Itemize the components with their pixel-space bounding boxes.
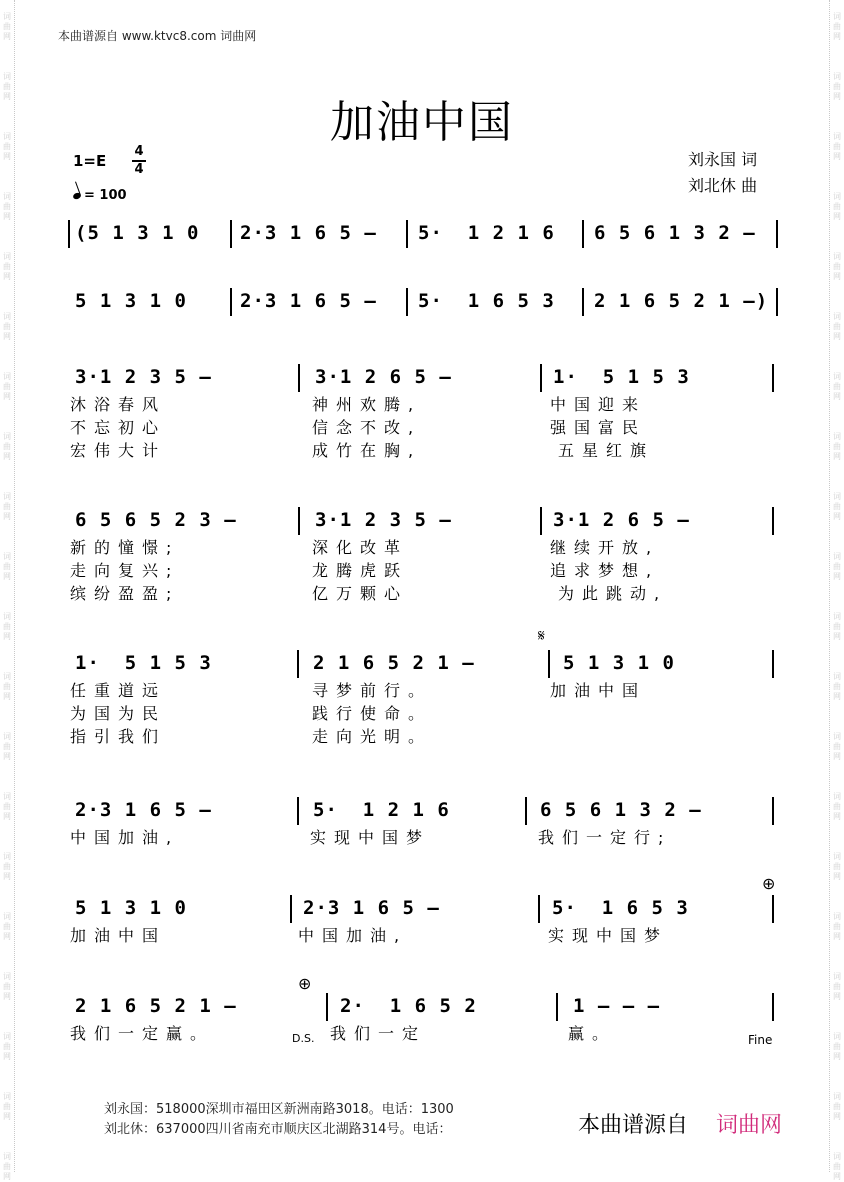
score-system	[0, 795, 844, 825]
meter-numerator: 4	[134, 144, 144, 159]
measure: 2 1 6 5 2 1 –	[313, 652, 475, 674]
watermark-text: 词曲网	[3, 432, 11, 461]
bar-line	[556, 993, 558, 1021]
quarter-note-icon	[72, 192, 82, 200]
lyric-line	[0, 678, 844, 702]
lyric-phrase: 我们一定赢。	[70, 1024, 215, 1043]
lyric-phrase: 五星红旗	[558, 441, 655, 460]
lyric-phrase: 信念不改,	[312, 418, 422, 437]
measure: 6 5 6 5 2 3 –	[75, 509, 237, 531]
lyric-line	[0, 535, 844, 559]
score-system	[0, 218, 844, 248]
bar-line	[297, 650, 299, 678]
measure: 2 1 6 5 2 1 –	[75, 995, 237, 1017]
lyric-line	[0, 825, 844, 849]
lyric-phrase: 中国加油,	[70, 828, 180, 847]
bar-line	[772, 650, 774, 678]
watermark-text: 词曲网	[833, 252, 841, 281]
lyric-phrase: 强国富民	[550, 418, 647, 437]
composer-credit: 刘北休 曲	[688, 176, 758, 195]
lyric-phrase: 寻梦前行。	[312, 681, 433, 700]
bar-line	[772, 895, 774, 923]
lyric-phrase: 追求梦想,	[550, 561, 660, 580]
segno-icon: 𝄋	[538, 626, 545, 645]
tempo-value: = 100	[84, 188, 127, 203]
lyric-phrase: 走向复兴;	[70, 561, 180, 580]
score-system	[0, 286, 844, 316]
watermark-text: 词曲网	[3, 132, 11, 161]
lyric-phrase: 走向光明。	[312, 727, 433, 746]
key-signature: 1=E	[73, 152, 107, 170]
score-system	[0, 362, 844, 392]
bar-line	[540, 364, 542, 392]
watermark-text: 词曲网	[833, 1032, 841, 1061]
watermark-text: 词曲网	[3, 252, 11, 281]
logo-text-site: 词曲网	[716, 1113, 783, 1138]
lyric-phrase: 沐浴春风	[70, 395, 167, 414]
bar-line	[772, 797, 774, 825]
bar-line	[540, 507, 542, 535]
lyric-phrase: 神州欢腾,	[312, 395, 422, 414]
bar-line	[772, 507, 774, 535]
measure: 1· 5 1 5 3	[75, 652, 212, 674]
lyric-line	[0, 558, 844, 582]
bar-line	[297, 797, 299, 825]
watermark-text: 词曲网	[833, 552, 841, 581]
score-system	[0, 505, 844, 535]
measure: 2· 1 6 5 2	[340, 995, 477, 1017]
measure: 3·1 2 6 5 –	[553, 509, 690, 531]
lyric-phrase: 加油中国	[550, 681, 647, 700]
footer-line-composer: 刘北休：637000四川省南充市顺庆区北湖路314号。电话：	[104, 1122, 452, 1137]
watermark-text: 词曲网	[833, 1092, 841, 1121]
bar-line	[406, 288, 408, 316]
watermark-text: 词曲网	[833, 972, 841, 1001]
bar-line	[582, 220, 584, 248]
watermark-text: 词曲网	[833, 852, 841, 881]
lyric-line	[0, 415, 844, 439]
watermark-text: 词曲网	[3, 372, 11, 401]
watermark-text: 词曲网	[833, 612, 841, 641]
measure: 1· 5 1 5 3	[553, 366, 690, 388]
watermark-text: 词曲网	[833, 1152, 841, 1181]
page-title: 加油中国	[330, 97, 514, 148]
watermark-text: 词曲网	[3, 912, 11, 941]
measure: 5· 1 2 1 6	[313, 799, 450, 821]
measure: 3·1 2 3 5 –	[315, 509, 452, 531]
lyric-phrase: 我们一定行;	[538, 828, 672, 847]
watermark-text: 词曲网	[833, 192, 841, 221]
measure: 5 1 3 1 0	[75, 897, 187, 919]
measure: 1 – – –	[573, 995, 661, 1017]
lyric-phrase: 缤纷盈盈;	[70, 584, 180, 603]
credits	[688, 147, 757, 199]
lyric-phrase: 任重道远	[70, 681, 167, 700]
bar-line	[68, 220, 70, 248]
watermark-text: 词曲网	[833, 12, 841, 41]
bar-line	[406, 220, 408, 248]
fine-mark: Fine	[748, 1033, 773, 1047]
watermark-text: 词曲网	[3, 12, 11, 41]
watermark-text: 词曲网	[833, 912, 841, 941]
lyric-line	[0, 701, 844, 725]
coda-icon-2: ⊕	[298, 974, 312, 993]
bar-line	[230, 220, 232, 248]
watermark-text: 词曲网	[3, 972, 11, 1001]
watermark-text: 词曲网	[3, 552, 11, 581]
footer-line-lyricist: 刘永国：518000深圳市福田区新洲南路3018。电话：1300	[104, 1102, 454, 1117]
measure: 2·3 1 6 5 –	[240, 290, 377, 312]
lyric-line	[0, 724, 844, 748]
bar-line	[290, 895, 292, 923]
measure: 5· 1 6 5 3	[552, 897, 689, 919]
lyric-phrase: 新的憧憬;	[70, 538, 180, 557]
logo-text-source: 本曲谱源自	[578, 1113, 689, 1138]
measure: (5 1 3 1 0	[75, 222, 200, 244]
watermark-text: 词曲网	[3, 492, 11, 521]
measure: 5 1 3 1 0	[75, 290, 187, 312]
watermark-text: 词曲网	[3, 792, 11, 821]
measure: 2·3 1 6 5 –	[240, 222, 377, 244]
coda-icon: ⊕	[762, 874, 776, 893]
bar-line	[548, 650, 550, 678]
lyric-phrase: 龙腾虎跃	[312, 561, 409, 580]
bar-line	[772, 364, 774, 392]
watermark-text: 词曲网	[833, 372, 841, 401]
score-system	[0, 648, 844, 678]
tempo-mark	[73, 188, 127, 203]
measure: 6 5 6 1 3 2 –	[594, 222, 756, 244]
ds-mark: D.S.	[292, 1032, 315, 1045]
watermark-text: 词曲网	[3, 672, 11, 701]
lyric-phrase: 实现中国梦	[548, 926, 669, 945]
measure: 2 1 6 5 2 1 –)	[594, 290, 769, 312]
watermark-text: 词曲网	[3, 1152, 11, 1181]
lyric-phrase: 中国迎来	[550, 395, 647, 414]
measure: 5· 1 2 1 6	[418, 222, 555, 244]
lyric-line	[0, 1021, 844, 1045]
lyric-phrase: 宏伟大计	[70, 441, 167, 460]
watermark-text: 词曲网	[3, 1032, 11, 1061]
lyric-phrase: 为国为民	[70, 704, 167, 723]
lyric-phrase: 指引我们	[70, 727, 167, 746]
measure: 5 1 3 1 0	[563, 652, 675, 674]
bar-line	[230, 288, 232, 316]
watermark-text: 词曲网	[3, 192, 11, 221]
watermark-text: 词曲网	[3, 72, 11, 101]
bar-line	[776, 288, 778, 316]
lyric-phrase: 加油中国	[70, 926, 167, 945]
watermark-text: 词曲网	[833, 732, 841, 761]
lyric-line	[0, 438, 844, 462]
lyric-phrase: 赢。	[568, 1024, 617, 1043]
lyric-phrase: 我们一定	[330, 1024, 427, 1043]
measure: 6 5 6 1 3 2 –	[540, 799, 702, 821]
lyric-line	[0, 392, 844, 416]
lyric-phrase: 继续开放,	[550, 538, 660, 557]
measure: 5· 1 6 5 3	[418, 290, 555, 312]
watermark-text: 词曲网	[833, 72, 841, 101]
bar-line	[298, 507, 300, 535]
measure: 3·1 2 3 5 –	[75, 366, 212, 388]
lyric-phrase: 实现中国梦	[310, 828, 431, 847]
watermark-text: 词曲网	[833, 312, 841, 341]
watermark-text: 词曲网	[833, 792, 841, 821]
measure: 3·1 2 6 5 –	[315, 366, 452, 388]
watermark-text: 词曲网	[833, 432, 841, 461]
bar-line	[538, 895, 540, 923]
measure: 2·3 1 6 5 –	[303, 897, 440, 919]
watermark-text: 词曲网	[3, 732, 11, 761]
watermark-text: 词曲网	[833, 492, 841, 521]
lyricist-credit: 刘永国 词	[688, 150, 758, 169]
watermark-text: 词曲网	[833, 132, 841, 161]
bar-line	[525, 797, 527, 825]
lyric-line	[0, 923, 844, 947]
bar-line	[582, 288, 584, 316]
watermark-text: 词曲网	[3, 852, 11, 881]
bar-line	[326, 993, 328, 1021]
bar-line	[776, 220, 778, 248]
meter-denominator: 4	[134, 162, 144, 177]
score-system	[0, 893, 844, 923]
measure: 2·3 1 6 5 –	[75, 799, 212, 821]
watermark-text: 词曲网	[833, 672, 841, 701]
lyric-phrase: 中国加油,	[298, 926, 408, 945]
footer-contacts	[104, 1100, 454, 1140]
score-system	[0, 991, 844, 1021]
lyric-line	[0, 581, 844, 605]
lyric-phrase: 践行使命。	[312, 704, 433, 723]
lyric-phrase: 深化改革	[312, 538, 409, 557]
lyric-phrase: 亿万颗心	[312, 584, 409, 603]
lyric-phrase: 成竹在胸,	[312, 441, 422, 460]
watermark-text: 词曲网	[3, 612, 11, 641]
time-signature	[132, 145, 146, 177]
lyric-phrase: 不忘初心	[70, 418, 167, 437]
lyric-phrase: 为此跳动,	[558, 584, 668, 603]
watermark-text: 词曲网	[3, 312, 11, 341]
site-header: 本曲谱源自 www.ktvc8.com 词曲网	[58, 29, 257, 43]
bar-line	[772, 993, 774, 1021]
watermark-text: 词曲网	[3, 1092, 11, 1121]
bar-line	[298, 364, 300, 392]
